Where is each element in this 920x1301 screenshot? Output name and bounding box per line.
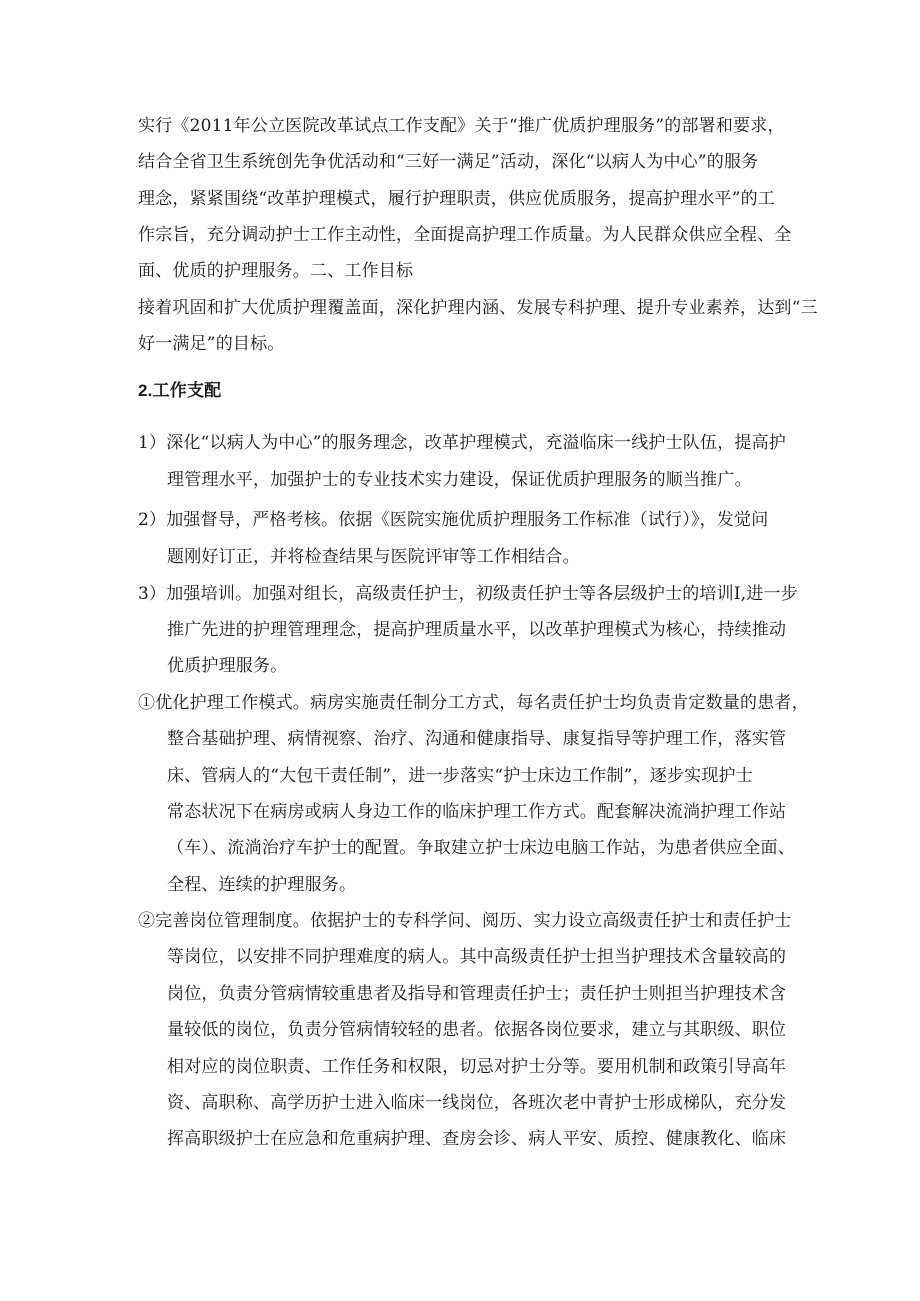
sub-item-2-line: 挥高职级护士在应急和危重病护理、查房会诊、病人平安、质控、健康教化、临床 <box>167 1129 787 1149</box>
goal-line: 好一满足”的目标。 <box>138 334 285 354</box>
intro-line: 作宗旨，充分调动护士工作主动性，全面提高护理工作质量。为人民群众供应全程、全 <box>138 225 792 245</box>
sub-item-1-line: 常态状况下在病房或病人身边工作的临床护理工作方式。配套解决流淌护理工作站 <box>167 802 787 822</box>
sub-item-2-line: 量较低的岗位，负责分管病情较轻的患者。依据各岗位要求，建立与其职级、职位 <box>167 1020 787 1040</box>
sub-item-1-line: 全程、连续的护理服务。 <box>167 875 357 895</box>
item-3-line: 3）加强培训。加强对组长，高级责任护士，初级责任护士等各层级护士的培训Ⅰ,进一步 <box>138 584 798 604</box>
intro-line: 实行《2011年公立医院改革试点工作支配》关于“推广优质护理服务”的部署和要求， <box>138 116 785 136</box>
item-1-line: 1）深化“以病人为中心”的服务理念，改革护理模式，充溢临床一线护士队伍，提高护 <box>138 433 786 453</box>
sub-item-2-line: 资、高职称、高学历护士进入临床一线岗位，各班次老中青护士形成梯队，充分发 <box>167 1093 787 1113</box>
sub-item-2-line: 岗位，负责分管病情较重患者及指导和管理责任护士；责任护士则担当护理技术含 <box>167 984 787 1004</box>
sub-item-1-line: 床、管病人的“大包干责任制”，进一步落实“护士床边工作制”，逐步实现护士 <box>167 766 753 786</box>
intro-line: 面、优质的护理服务。二、工作目标 <box>138 261 414 281</box>
item-3-line: 推广先进的护理管理理念，提高护理质量水平，以改革护理模式为核心，持续推动 <box>167 620 787 640</box>
sub-item-2-line: ②完善岗位管理制度。依据护士的专科学问、阅历、实力设立高级责任护士和责任护士 <box>138 911 792 931</box>
intro-line: 理念，紧紧围绕“改革护理模式，履行护理职责，供应优质服务，提高护理水平”的工 <box>138 189 775 209</box>
item-3-line: 优质护理服务。 <box>167 656 288 676</box>
intro-line: 结合全省卫生系统创先争优活动和“三好一满足”活动，深化“以病人为中心”的服务 <box>138 152 759 172</box>
sub-item-2-line: 等岗位，以安排不同护理难度的病人。其中高级责任护士担当护理技术含量较高的 <box>167 947 787 967</box>
item-2-line: 2）加强督导，严格考核。依据《医院实施优质护理服务工作标准（试行）》，发觉问 <box>138 510 769 530</box>
sub-item-1-line: ①优化护理工作模式。病房实施责任制分工方式，每名责任护士均负责肯定数量的患者， <box>138 693 809 713</box>
section-heading: 2.工作支配 <box>138 381 222 400</box>
item-1-line: 理管理水平，加强护士的专业技术实力建设，保证优质护理服务的顺当推广。 <box>167 470 752 490</box>
goal-line: 接着巩固和扩大优质护理覆盖面，深化护理内涵、发展专科护理、提升专业素养，达到“三 <box>138 298 818 318</box>
sub-item-1-line: 整合基础护理、病情视察、治疗、沟通和健康指导、康复指导等护理工作，落实管 <box>167 729 787 749</box>
sub-item-2-line: 相对应的岗位职责、工作任务和权限，切忌对护士分等。要用机制和政策引导高年 <box>167 1057 787 1077</box>
item-2-line: 题刚好订正，并将检查结果与医院评审等工作相结合。 <box>167 547 580 567</box>
sub-item-1-line: （车）、流淌治疗车护士的配置。争取建立护士床边电脑工作站，为患者供应全面、 <box>167 838 795 858</box>
